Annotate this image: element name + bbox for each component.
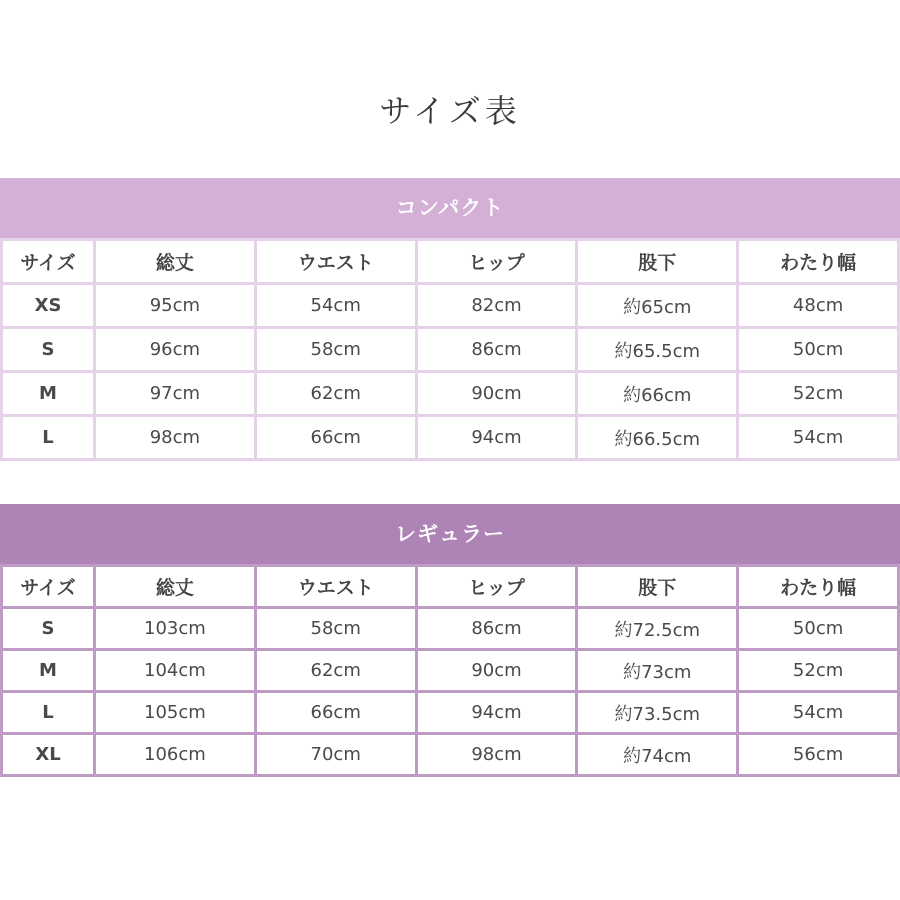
compact-section xyxy=(0,178,900,461)
table-row xyxy=(3,285,897,326)
header-total-length: 総丈 xyxy=(96,567,254,606)
header-thigh-width: わたり幅 xyxy=(739,241,897,282)
table-row xyxy=(3,735,897,774)
waist-cell: 54cm xyxy=(257,285,415,326)
header-waist: ウエスト xyxy=(257,567,415,606)
size-cell: M xyxy=(3,651,93,690)
table-row xyxy=(3,651,897,690)
thigh-width-cell: 54cm xyxy=(739,693,897,732)
table-row xyxy=(3,417,897,458)
regular-section xyxy=(0,504,900,777)
waist-cell: 66cm xyxy=(257,693,415,732)
header-inseam: 股下 xyxy=(578,241,736,282)
size-cell: S xyxy=(3,329,93,370)
total-length-cell: 98cm xyxy=(96,417,254,458)
thigh-width-cell: 50cm xyxy=(739,609,897,648)
hip-cell: 90cm xyxy=(418,651,576,690)
table-row xyxy=(3,373,897,414)
total-length-cell: 96cm xyxy=(96,329,254,370)
size-cell: L xyxy=(3,417,93,458)
header-total-length: 総丈 xyxy=(96,241,254,282)
inseam-cell: 約65cm xyxy=(578,285,736,326)
header-thigh-width: わたり幅 xyxy=(739,567,897,606)
regular-size-table xyxy=(0,564,900,777)
header-size: サイズ xyxy=(3,567,93,606)
total-length-cell: 104cm xyxy=(96,651,254,690)
header-waist: ウエスト xyxy=(257,241,415,282)
table-row xyxy=(3,329,897,370)
waist-cell: 58cm xyxy=(257,609,415,648)
hip-cell: 86cm xyxy=(418,609,576,648)
inseam-cell: 約66cm xyxy=(578,373,736,414)
hip-cell: 86cm xyxy=(418,329,576,370)
inseam-cell: 約74cm xyxy=(578,735,736,774)
size-cell: S xyxy=(3,609,93,648)
total-length-cell: 97cm xyxy=(96,373,254,414)
waist-cell: 58cm xyxy=(257,329,415,370)
size-cell: XL xyxy=(3,735,93,774)
total-length-cell: 95cm xyxy=(96,285,254,326)
hip-cell: 82cm xyxy=(418,285,576,326)
size-cell: L xyxy=(3,693,93,732)
waist-cell: 70cm xyxy=(257,735,415,774)
inseam-cell: 約73cm xyxy=(578,651,736,690)
header-hip: ヒップ xyxy=(418,241,576,282)
hip-cell: 98cm xyxy=(418,735,576,774)
waist-cell: 66cm xyxy=(257,417,415,458)
total-length-cell: 103cm xyxy=(96,609,254,648)
inseam-cell: 約72.5cm xyxy=(578,609,736,648)
waist-cell: 62cm xyxy=(257,651,415,690)
thigh-width-cell: 52cm xyxy=(739,373,897,414)
header-hip: ヒップ xyxy=(418,567,576,606)
thigh-width-cell: 50cm xyxy=(739,329,897,370)
thigh-width-cell: 52cm xyxy=(739,651,897,690)
table-header-row xyxy=(3,567,897,606)
thigh-width-cell: 48cm xyxy=(739,285,897,326)
thigh-width-cell: 54cm xyxy=(739,417,897,458)
hip-cell: 94cm xyxy=(418,417,576,458)
hip-cell: 94cm xyxy=(418,693,576,732)
compact-size-table xyxy=(0,238,900,461)
table-row xyxy=(3,609,897,648)
total-length-cell: 106cm xyxy=(96,735,254,774)
header-size: サイズ xyxy=(3,241,93,282)
header-inseam: 股下 xyxy=(578,567,736,606)
compact-banner: コンパクト xyxy=(0,178,900,238)
inseam-cell: 約66.5cm xyxy=(578,417,736,458)
thigh-width-cell: 56cm xyxy=(739,735,897,774)
table-row xyxy=(3,693,897,732)
size-cell: M xyxy=(3,373,93,414)
table-header-row xyxy=(3,241,897,282)
regular-banner: レギュラー xyxy=(0,504,900,564)
inseam-cell: 約73.5cm xyxy=(578,693,736,732)
hip-cell: 90cm xyxy=(418,373,576,414)
inseam-cell: 約65.5cm xyxy=(578,329,736,370)
waist-cell: 62cm xyxy=(257,373,415,414)
total-length-cell: 105cm xyxy=(96,693,254,732)
size-cell: XS xyxy=(3,285,93,326)
page-title: サイズ表 xyxy=(379,92,521,130)
